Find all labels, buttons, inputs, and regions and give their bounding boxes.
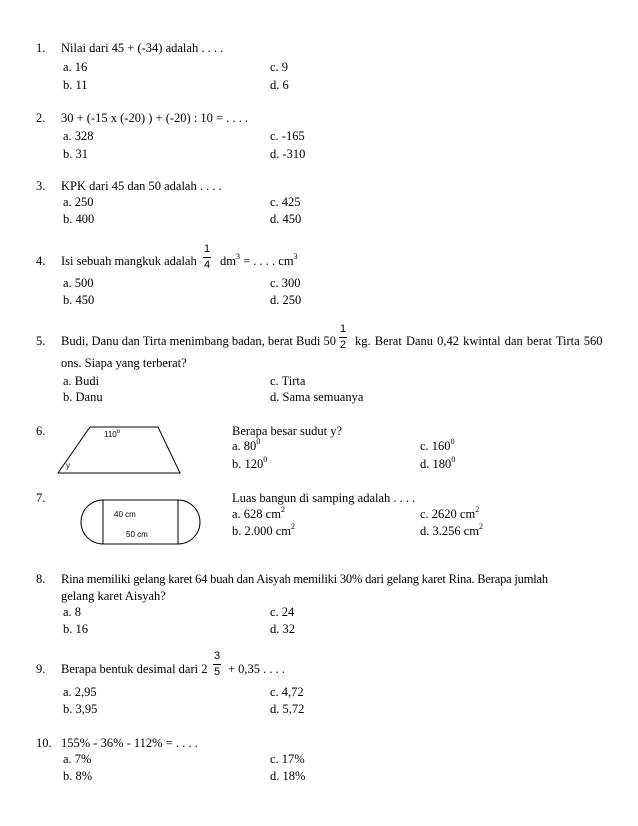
- option-b: b. 11: [63, 78, 88, 92]
- question-number: 5.: [36, 334, 46, 348]
- width-label: 50 cm: [126, 530, 148, 539]
- question-number: 6.: [36, 424, 46, 438]
- question-text: KPK dari 45 dan 50 adalah . . . .: [61, 179, 222, 193]
- option-c: c. 2620 $cm^2$: [420, 505, 480, 521]
- question-text-line2: gelang karet Aisyah?: [61, 589, 166, 603]
- fraction-numerator: 3: [213, 650, 221, 662]
- fraction-denominator: 4: [203, 259, 211, 271]
- option-b: b. Danu: [63, 390, 103, 404]
- question-number: 2.: [36, 111, 46, 125]
- question-text: Nilai dari 45 + (-34) adalah . . . .: [61, 41, 224, 55]
- question-number: 8.: [36, 572, 46, 586]
- question-number: 3.: [36, 179, 46, 193]
- fraction-denominator: 5: [213, 666, 221, 678]
- question-number: 10.: [36, 736, 52, 750]
- option-c: c. 24: [270, 605, 295, 619]
- angle-y-label: y: [66, 461, 70, 470]
- fraction-bar: [213, 664, 221, 665]
- question-number: 9.: [36, 662, 46, 676]
- option-c: c. -165: [270, 129, 305, 143]
- option-d: d. 6: [270, 78, 289, 92]
- option-c: c. 300: [270, 276, 301, 290]
- option-c: c. 17%: [270, 752, 305, 766]
- option-a: a. Budi: [63, 374, 100, 388]
- question-text: Budi, Danu dan Tirta menimbang badan, berat Budi 50: [61, 334, 336, 348]
- question-text-suffix: + 0,35 . . . .: [228, 662, 286, 676]
- question-text: 30 + (-15 x (-20) ) + (-20) : 10 = . . . .: [61, 111, 249, 125]
- option-c: c. 425: [270, 195, 301, 209]
- option-b: b. 3,95: [63, 702, 98, 716]
- question-text: Luas bangun di samping adalah . . . .: [232, 491, 416, 505]
- question-text-line2: ons. Siapa yang terberat?: [61, 356, 187, 370]
- height-label: 40 cm: [114, 510, 136, 519]
- option-b: b. 31: [63, 147, 88, 161]
- question-number: 4.: [36, 254, 46, 268]
- option-b: b. 400: [63, 212, 95, 226]
- question-text-suffix: kg. Berat Danu 0,42 kwintal dan berat Tirta 560: [355, 334, 603, 348]
- option-b: b. $120^0$: [232, 455, 268, 471]
- option-a: a. 8: [63, 605, 82, 619]
- fraction: [213, 651, 221, 678]
- option-d: d. 5,72: [270, 702, 305, 716]
- option-a: a. 250: [63, 195, 94, 209]
- option-b: b. 450: [63, 293, 95, 307]
- option-c: c. 9: [270, 60, 289, 74]
- question-number: 7.: [36, 491, 46, 505]
- option-a: a. $80^0$: [232, 437, 261, 453]
- option-b: b. 8%: [63, 769, 93, 783]
- option-d: d. 18%: [270, 769, 306, 783]
- option-b: b. 16: [63, 622, 88, 636]
- option-a: a. 2,95: [63, 685, 97, 699]
- option-d: d. 32: [270, 622, 295, 636]
- question-text: 155% - 36% - 112% = . . . .: [61, 736, 198, 750]
- option-c: c. Tirta: [270, 374, 306, 388]
- option-a: a. 7%: [63, 752, 92, 766]
- option-d: d. Sama semuanya: [270, 390, 364, 404]
- question-number: 1.: [36, 41, 46, 55]
- option-d: d. 450: [270, 212, 302, 226]
- angle-label: 110$^o$: [104, 429, 121, 439]
- question-text: Berapa bentuk desimal dari 2: [61, 662, 208, 676]
- question-text: Berapa besar sudut y?: [232, 424, 343, 438]
- option-a: a. 500: [63, 276, 94, 290]
- option-a: a. 16: [63, 60, 88, 74]
- option-a: a. 328: [63, 129, 94, 143]
- option-d: d. -310: [270, 147, 306, 161]
- question-text: Isi sebuah mangkuk adalah: [61, 254, 197, 268]
- fraction-numerator: 1: [339, 323, 347, 335]
- option-a: a. 628 $cm^2$: [232, 505, 285, 521]
- fraction-denominator: 2: [339, 339, 347, 351]
- option-c: c. $160^0$: [420, 437, 455, 453]
- question-text: Rina memiliki gelang karet 64 buah dan Aisyah memiliki 30% dari gelang karet Rina. Berapa jumlah: [61, 572, 548, 586]
- option-b: b. 2.000 $cm^2$: [232, 522, 296, 538]
- option-d: d. 250: [270, 293, 302, 307]
- option-d: d. $180^0$: [420, 455, 456, 471]
- option-c: c. 4,72: [270, 685, 304, 699]
- option-d: d. 3.256 $cm^2$: [420, 522, 484, 538]
- fraction-numerator: 1: [203, 243, 211, 255]
- question-text-suffix: $dm^3$ = . . . . $cm^3$: [220, 252, 298, 268]
